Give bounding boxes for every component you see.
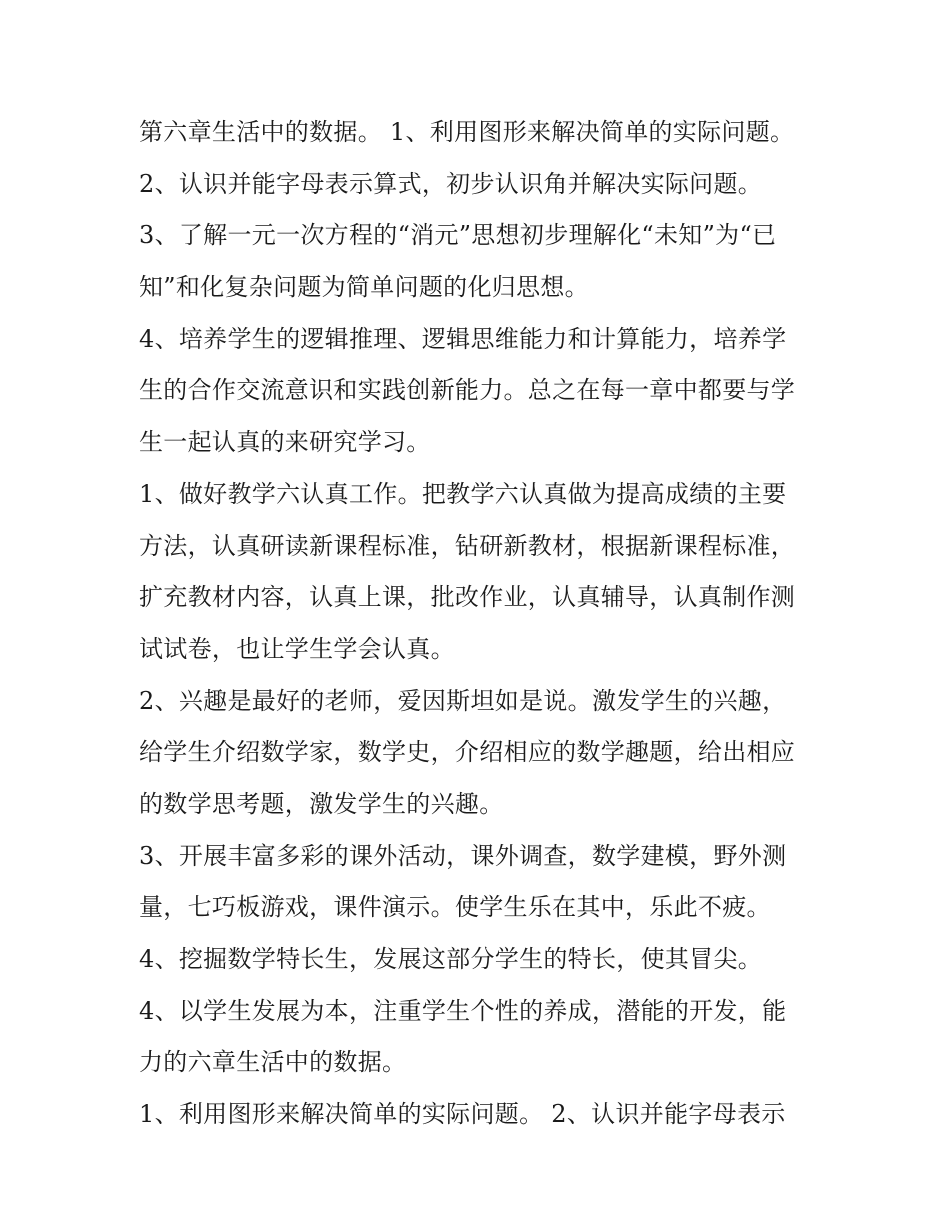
text-line: 1、利用图形来解决简单的实际问题。 2、认识并能字母表示 (139, 1100, 786, 1129)
text-line: 1、做好教学六认真工作。把教学六认真做为提高成绩的主要 (139, 479, 787, 508)
text-line: 试试卷，也让学生学会认真。 (139, 634, 455, 663)
text-line: 方法，认真研读新课程标准，钻研新教材，根据新课程标准， (139, 531, 796, 560)
text-line: 的数学思考题，激发学生的兴趣。 (139, 789, 504, 818)
text-line: 扩充教材内容，认真上课，批改作业，认真辅导，认真制作测 (139, 583, 796, 612)
text-line: 第六章生活中的数据。 1、利用图形来解决简单的实际问题。 (139, 118, 795, 146)
text-line: 3、开展丰富多彩的课外活动，课外调查，数学建模，野外测 (139, 841, 787, 870)
text-line: 3、了解一元一次方程的“消元”思想初步理解化“未知”为“已 (139, 221, 777, 250)
text-line: 4、挖掘数学特长生，发展这部分学生的特长，使其冒尖。 (139, 945, 763, 973)
text-line: 2、兴趣是最好的老师，爱因斯坦如是说。激发学生的兴趣， (139, 686, 787, 715)
text-line: 量，七巧板游戏，课件演示。使学生乐在其中，乐此不疲。 (139, 893, 771, 922)
text-line: 4、以学生发展为本，注重学生个性的养成，潜能的开发，能 (139, 996, 787, 1025)
text-line: 力的六章生活中的数据。 (139, 1048, 407, 1077)
text-line: 知”和化复杂问题为简单问题的化归思想。 (139, 273, 589, 302)
text-line: 生的合作交流意识和实践创新能力。总之在每一章中都要与学 (139, 376, 796, 405)
text-line: 4、培养学生的逻辑推理、逻辑思维能力和计算能力，培养学 (139, 324, 787, 353)
text-line: 生一起认真的来研究学习。 (139, 428, 431, 457)
body-text (139, 107, 839, 1141)
text-line: 2、认识并能字母表示算式，初步认识角并解决实际问题。 (139, 169, 763, 198)
text-line: 给学生介绍数学家，数学史，介绍相应的数学趣题，给出相应 (139, 738, 796, 767)
